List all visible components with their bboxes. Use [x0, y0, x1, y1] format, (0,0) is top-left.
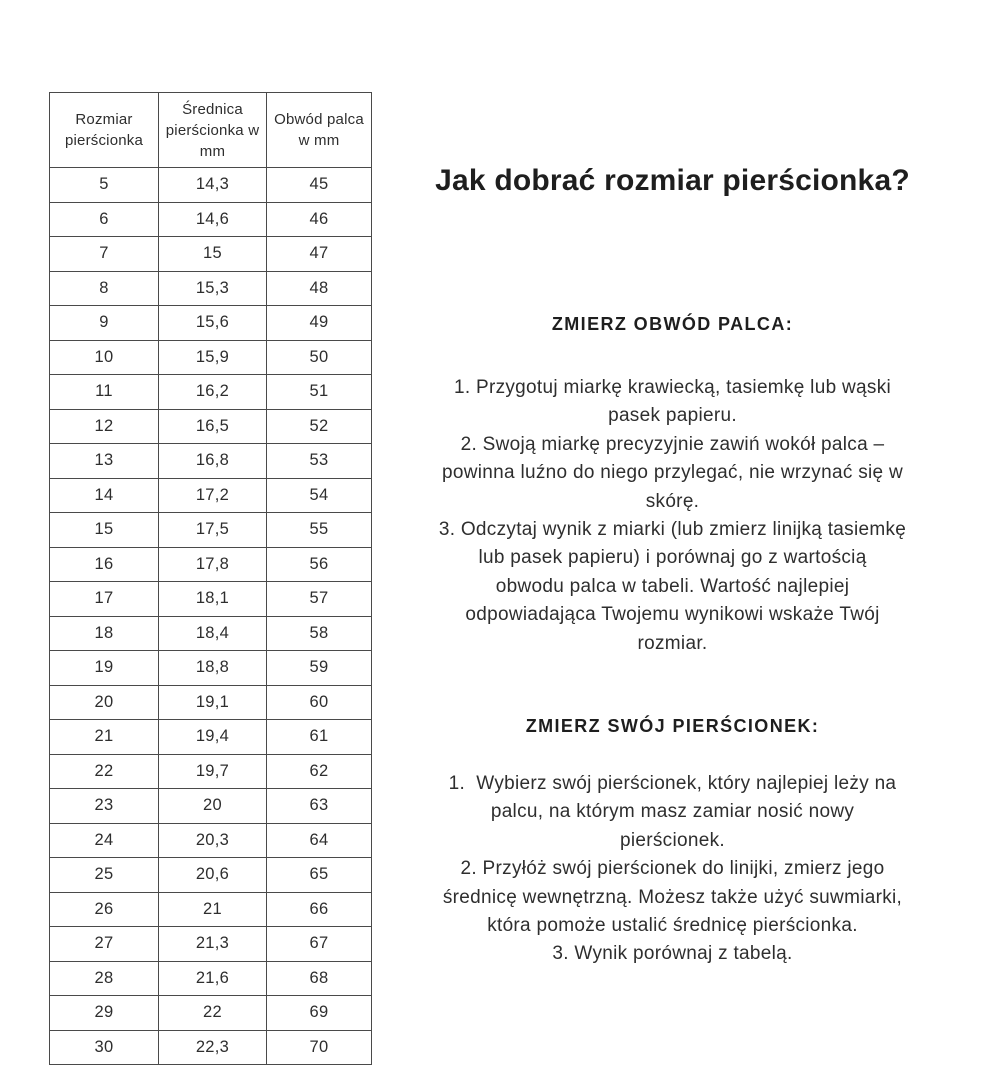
table-cell: 13	[50, 444, 159, 479]
instruction-line: lub pasek papieru) i porównaj go z wartością	[478, 547, 867, 569]
table-cell: 69	[267, 996, 372, 1031]
instruction-line: która pomoże ustalić średnicę pierścionka.	[487, 915, 858, 937]
table-cell: 63	[267, 789, 372, 824]
table-cell: 20	[50, 685, 159, 720]
table-cell: 62	[267, 754, 372, 789]
table-cell: 18,1	[159, 582, 267, 617]
table-row	[50, 306, 372, 341]
instruction-line: pierścionek.	[620, 829, 725, 851]
table-cell: 20,6	[159, 858, 267, 893]
instruction-line: pasek papieru.	[608, 405, 737, 427]
table-cell: 22	[159, 996, 267, 1031]
table-cell: 51	[267, 375, 372, 410]
section-heading-zmierz-obwod-palca: ZMIERZ OBWÓD PALCA:	[551, 314, 794, 334]
table-cell: 24	[50, 823, 159, 858]
table-row	[50, 1030, 372, 1065]
table-row	[50, 513, 372, 548]
table-cell: 8	[50, 271, 159, 306]
table-cell: 17	[50, 582, 159, 617]
table-cell: 66	[267, 892, 372, 927]
table-cell: 19,7	[159, 754, 267, 789]
table-row	[50, 823, 372, 858]
table-cell: 19,1	[159, 685, 267, 720]
table-cell: 54	[267, 478, 372, 513]
table-row	[50, 202, 372, 237]
table-cell: 16,8	[159, 444, 267, 479]
page-title: Jak dobrać rozmiar pierścionka?	[435, 164, 910, 197]
table-cell: 9	[50, 306, 159, 341]
instruction-line: palcu, na którym masz zamiar nosić nowy	[490, 801, 855, 823]
table-cell: 29	[50, 996, 159, 1031]
table-cell: 64	[267, 823, 372, 858]
table-row	[50, 271, 372, 306]
table-row	[50, 168, 372, 203]
table-cell: 61	[267, 720, 372, 755]
table-cell: 52	[267, 409, 372, 444]
instructions-column	[385, 0, 960, 1084]
instructions-zmierz-obwod-palca	[385, 374, 960, 658]
header-cell-rozmiar-pierscionka: Rozmiar pierścionka	[50, 93, 159, 168]
instruction-line: średnicę wewnętrzną. Możesz także użyć suwmiarki,	[442, 886, 903, 908]
table-cell: 55	[267, 513, 372, 548]
table-row	[50, 961, 372, 996]
table-row	[50, 375, 372, 410]
table-cell: 21	[50, 720, 159, 755]
table-cell: 46	[267, 202, 372, 237]
table-cell: 58	[267, 616, 372, 651]
table-cell: 17,5	[159, 513, 267, 548]
table-cell: 47	[267, 237, 372, 272]
table-cell: 30	[50, 1030, 159, 1065]
table-cell: 16,2	[159, 375, 267, 410]
instruction-line: 1. Przygotuj miarkę krawiecką, tasiemkę lub wąski	[453, 377, 892, 398]
table-cell: 15,3	[159, 271, 267, 306]
table-cell: 7	[50, 237, 159, 272]
instruction-line: powinna luźno do niego przylegać, nie wrzynać się w	[442, 462, 903, 484]
table-cell: 19,4	[159, 720, 267, 755]
table-row	[50, 651, 372, 686]
size-table-body	[50, 168, 372, 1065]
table-cell: 18,8	[159, 651, 267, 686]
instruction-line: 2. Swoją miarkę precyzyjnie zawiń wokół palca –	[460, 433, 885, 455]
table-row	[50, 685, 372, 720]
table-cell: 16	[50, 547, 159, 582]
table-cell: 22	[50, 754, 159, 789]
table-cell: 14,3	[159, 168, 267, 203]
table-cell: 23	[50, 789, 159, 824]
table-cell: 15,6	[159, 306, 267, 341]
table-cell: 18,4	[159, 616, 267, 651]
table-cell: 59	[267, 651, 372, 686]
header-cell-srednica-pierscionka: Średnica pierścionka w mm	[159, 93, 267, 168]
table-cell: 68	[267, 961, 372, 996]
table-cell: 53	[267, 444, 372, 479]
table-cell: 17,8	[159, 547, 267, 582]
table-cell: 21,3	[159, 927, 267, 962]
table-cell: 15	[50, 513, 159, 548]
table-cell: 45	[267, 168, 372, 203]
instruction-line: 1. Wybierz swój pierścionek, który najlepiej leży na	[448, 773, 897, 794]
instruction-line: rozmiar.	[637, 632, 708, 654]
table-row	[50, 409, 372, 444]
instruction-line: 3. Odczytaj wynik z miarki (lub zmierz linijką tasiemkę	[438, 519, 907, 541]
table-cell: 21,6	[159, 961, 267, 996]
table-cell: 21	[159, 892, 267, 927]
table-cell: 57	[267, 582, 372, 617]
table-cell: 6	[50, 202, 159, 237]
ring-size-table	[49, 92, 372, 1065]
table-header-row	[50, 93, 372, 168]
table-cell: 18	[50, 616, 159, 651]
table-row	[50, 927, 372, 962]
table-cell: 65	[267, 858, 372, 893]
table-cell: 11	[50, 375, 159, 410]
table-cell: 5	[50, 168, 159, 203]
table-cell: 28	[50, 961, 159, 996]
table-cell: 60	[267, 685, 372, 720]
table-row	[50, 340, 372, 375]
table-cell: 14,6	[159, 202, 267, 237]
table-row	[50, 720, 372, 755]
table-cell: 16,5	[159, 409, 267, 444]
table-row	[50, 478, 372, 513]
table-cell: 19	[50, 651, 159, 686]
table-cell: 15,9	[159, 340, 267, 375]
section-heading-zmierz-swoj-pierscionek: ZMIERZ SWÓJ PIERŚCIONEK:	[525, 716, 820, 736]
table-row	[50, 582, 372, 617]
instruction-line: skórę.	[645, 490, 700, 512]
table-cell: 25	[50, 858, 159, 893]
table-cell: 56	[267, 547, 372, 582]
instruction-line: 3. Wynik porównaj z tabelą.	[552, 943, 793, 965]
instructions-zmierz-swoj-pierscionek	[385, 770, 960, 969]
table-cell: 12	[50, 409, 159, 444]
instruction-line: odpowiadająca Twojemu wynikowi wskaże Twój	[465, 604, 880, 626]
table-row	[50, 892, 372, 927]
table-cell: 14	[50, 478, 159, 513]
table-cell: 15	[159, 237, 267, 272]
instruction-line: 2. Przyłóż swój pierścionek do linijki, zmierz jego	[460, 858, 885, 880]
instruction-line: obwodu palca w tabeli. Wartość najlepiej	[495, 575, 850, 597]
table-row	[50, 858, 372, 893]
header-cell-obwod-palca: Obwód palca w mm	[267, 93, 372, 168]
table-row	[50, 789, 372, 824]
table-row	[50, 996, 372, 1031]
table-cell: 10	[50, 340, 159, 375]
table-cell: 50	[267, 340, 372, 375]
table-row	[50, 237, 372, 272]
table-cell: 20	[159, 789, 267, 824]
table-cell: 67	[267, 927, 372, 962]
table-cell: 27	[50, 927, 159, 962]
table-row	[50, 444, 372, 479]
table-cell: 26	[50, 892, 159, 927]
table-cell: 48	[267, 271, 372, 306]
table-cell: 22,3	[159, 1030, 267, 1065]
table-cell: 20,3	[159, 823, 267, 858]
table-row	[50, 547, 372, 582]
table-row	[50, 754, 372, 789]
table-cell: 70	[267, 1030, 372, 1065]
table-cell: 49	[267, 306, 372, 341]
table-row	[50, 616, 372, 651]
table-cell: 17,2	[159, 478, 267, 513]
